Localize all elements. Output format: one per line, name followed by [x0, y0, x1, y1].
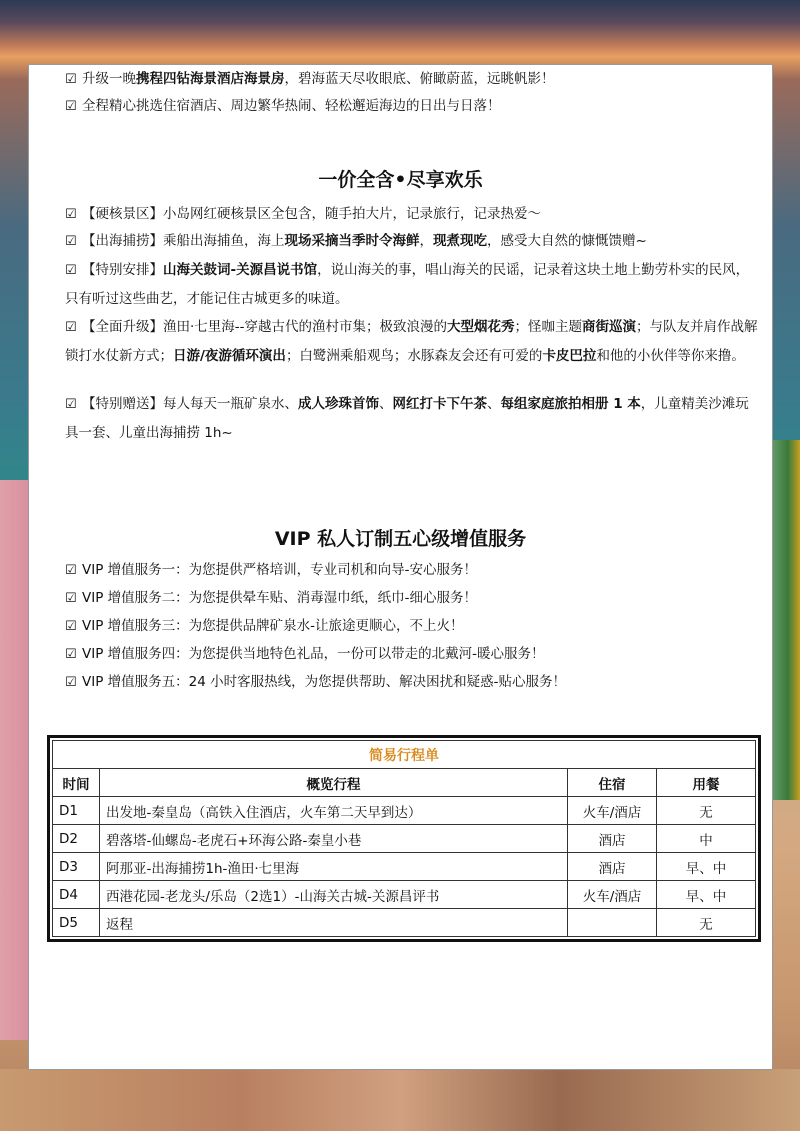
table-row: [53, 797, 756, 825]
feature-paragraph: ☑ 【全面升级】渔田·七里海--穿越古代的渔村市集；极致浪漫的大型烟花秀；怪咖主题商街巡演；与队友并肩作战解锁打水仗新方式；日游/夜游循环演出；白鹭洲乘船观鸟；水豚森友会还有可爱的卡皮巴拉和他的小伙伴等你来撸。: [65, 313, 760, 371]
checkbox-icon: ☑: [65, 647, 77, 662]
checkbox-icon: ☑: [65, 263, 77, 278]
day-cell: D5: [53, 909, 100, 937]
meal-cell: 早、中: [657, 881, 756, 909]
background-sand: [0, 1069, 800, 1131]
feature-line: ☑ 【硬核景区】小岛网红硬核景区全包含，随手拍大片，记录旅行，记录热爱～: [65, 200, 760, 229]
itinerary-title: 简易行程单: [53, 741, 756, 769]
column-header-meal: 用餐: [657, 769, 756, 797]
column-header-day: 时间: [53, 769, 100, 797]
service-line: ☑ VIP 增值服务四：为您提供当地特色礼品，一份可以带走的北戴河-暖心服务！: [65, 640, 760, 669]
checkbox-icon: ☑: [65, 234, 77, 249]
meal-cell: 无: [657, 797, 756, 825]
stay-cell: 酒店: [568, 825, 657, 853]
day-cell: D4: [53, 881, 100, 909]
column-header-stay: 住宿: [568, 769, 657, 797]
stay-cell: 酒店: [568, 853, 657, 881]
table-row: [53, 909, 756, 937]
meal-cell: 无: [657, 909, 756, 937]
table-row: [53, 881, 756, 909]
feature-paragraph: ☑ 【特别赠送】每人每天一瓶矿泉水、成人珍珠首饰、网红打卡下午茶、每组家庭旅拍相册 1 本，儿童精美沙滩玩具一套、儿童出海捕捞 1h~: [65, 390, 760, 448]
checkbox-icon: ☑: [65, 619, 77, 634]
table-row: [53, 825, 756, 853]
feature-line: ☑ 全程精心挑选住宿酒店、周边繁华热闹、轻松邂逅海边的日出与日落！: [65, 92, 760, 121]
section-heading: VIP 私人订制五心级增值服务: [274, 528, 527, 550]
route-cell: 阿那亚-出海捕捞1h-渔田·七里海: [100, 853, 568, 881]
checkbox-icon: ☑: [65, 397, 77, 412]
checkbox-icon: ☑: [65, 591, 77, 606]
feature-paragraph: ☑ 【特别安排】山海关鼓词-关源昌说书馆，说山海关的事，唱山海关的民谣，记录着这块土地上勤劳朴实的民风，只有听过这些曲艺，才能记住古城更多的味道。: [65, 256, 760, 314]
table-header-row: [53, 769, 756, 797]
stay-cell: [568, 909, 657, 937]
stay-cell: 火车/酒店: [568, 881, 657, 909]
content-page: [28, 64, 773, 1070]
route-cell: 返程: [100, 909, 568, 937]
service-line: ☑ VIP 增值服务二：为您提供晕车贴、消毒湿巾纸，纸巾-细心服务！: [65, 584, 760, 613]
service-line: ☑ VIP 增值服务五：24 小时客服热线，为您提供帮助、解决困扰和疑惑-贴心服务！: [65, 668, 760, 697]
checkbox-icon: ☑: [65, 563, 77, 578]
meal-cell: 早、中: [657, 853, 756, 881]
feature-line: ☑ 【出海捕捞】乘船出海捕鱼，海上现场采摘当季时令海鲜，现煮现吃，感受大自然的慷慨馈赠~: [65, 227, 760, 256]
itinerary-table: [47, 735, 761, 942]
meal-cell: 中: [657, 825, 756, 853]
section-heading: 一价全含•尽享欢乐: [318, 169, 483, 191]
stay-cell: 火车/酒店: [568, 797, 657, 825]
checkbox-icon: ☑: [65, 72, 77, 87]
service-line: ☑ VIP 增值服务三：为您提供品牌矿泉水-让旅途更顺心，不上火！: [65, 612, 760, 641]
day-cell: D3: [53, 853, 100, 881]
background-surfboard-right: [770, 440, 800, 800]
column-header-route: 概览行程: [100, 769, 568, 797]
checkbox-icon: ☑: [65, 675, 77, 690]
day-cell: D1: [53, 797, 100, 825]
service-line: ☑ VIP 增值服务一：为您提供严格培训，专业司机和向导-安心服务！: [65, 556, 760, 585]
checkbox-icon: ☑: [65, 207, 77, 222]
table-row: [53, 853, 756, 881]
route-cell: 西港花园-老龙头/乐岛（2选1）-山海关古城-关源昌评书: [100, 881, 568, 909]
route-cell: 碧落塔-仙螺岛-老虎石+环海公路-秦皇小巷: [100, 825, 568, 853]
day-cell: D2: [53, 825, 100, 853]
checkbox-icon: ☑: [65, 99, 77, 114]
feature-line: ☑ 升级一晚携程四钻海景酒店海景房，碧海蓝天尽收眼底、俯瞰蔚蓝，远眺帆影！: [65, 65, 760, 94]
checkbox-icon: ☑: [65, 320, 77, 335]
route-cell: 出发地-秦皇岛（高铁入住酒店，火车第二天早到达）: [100, 797, 568, 825]
